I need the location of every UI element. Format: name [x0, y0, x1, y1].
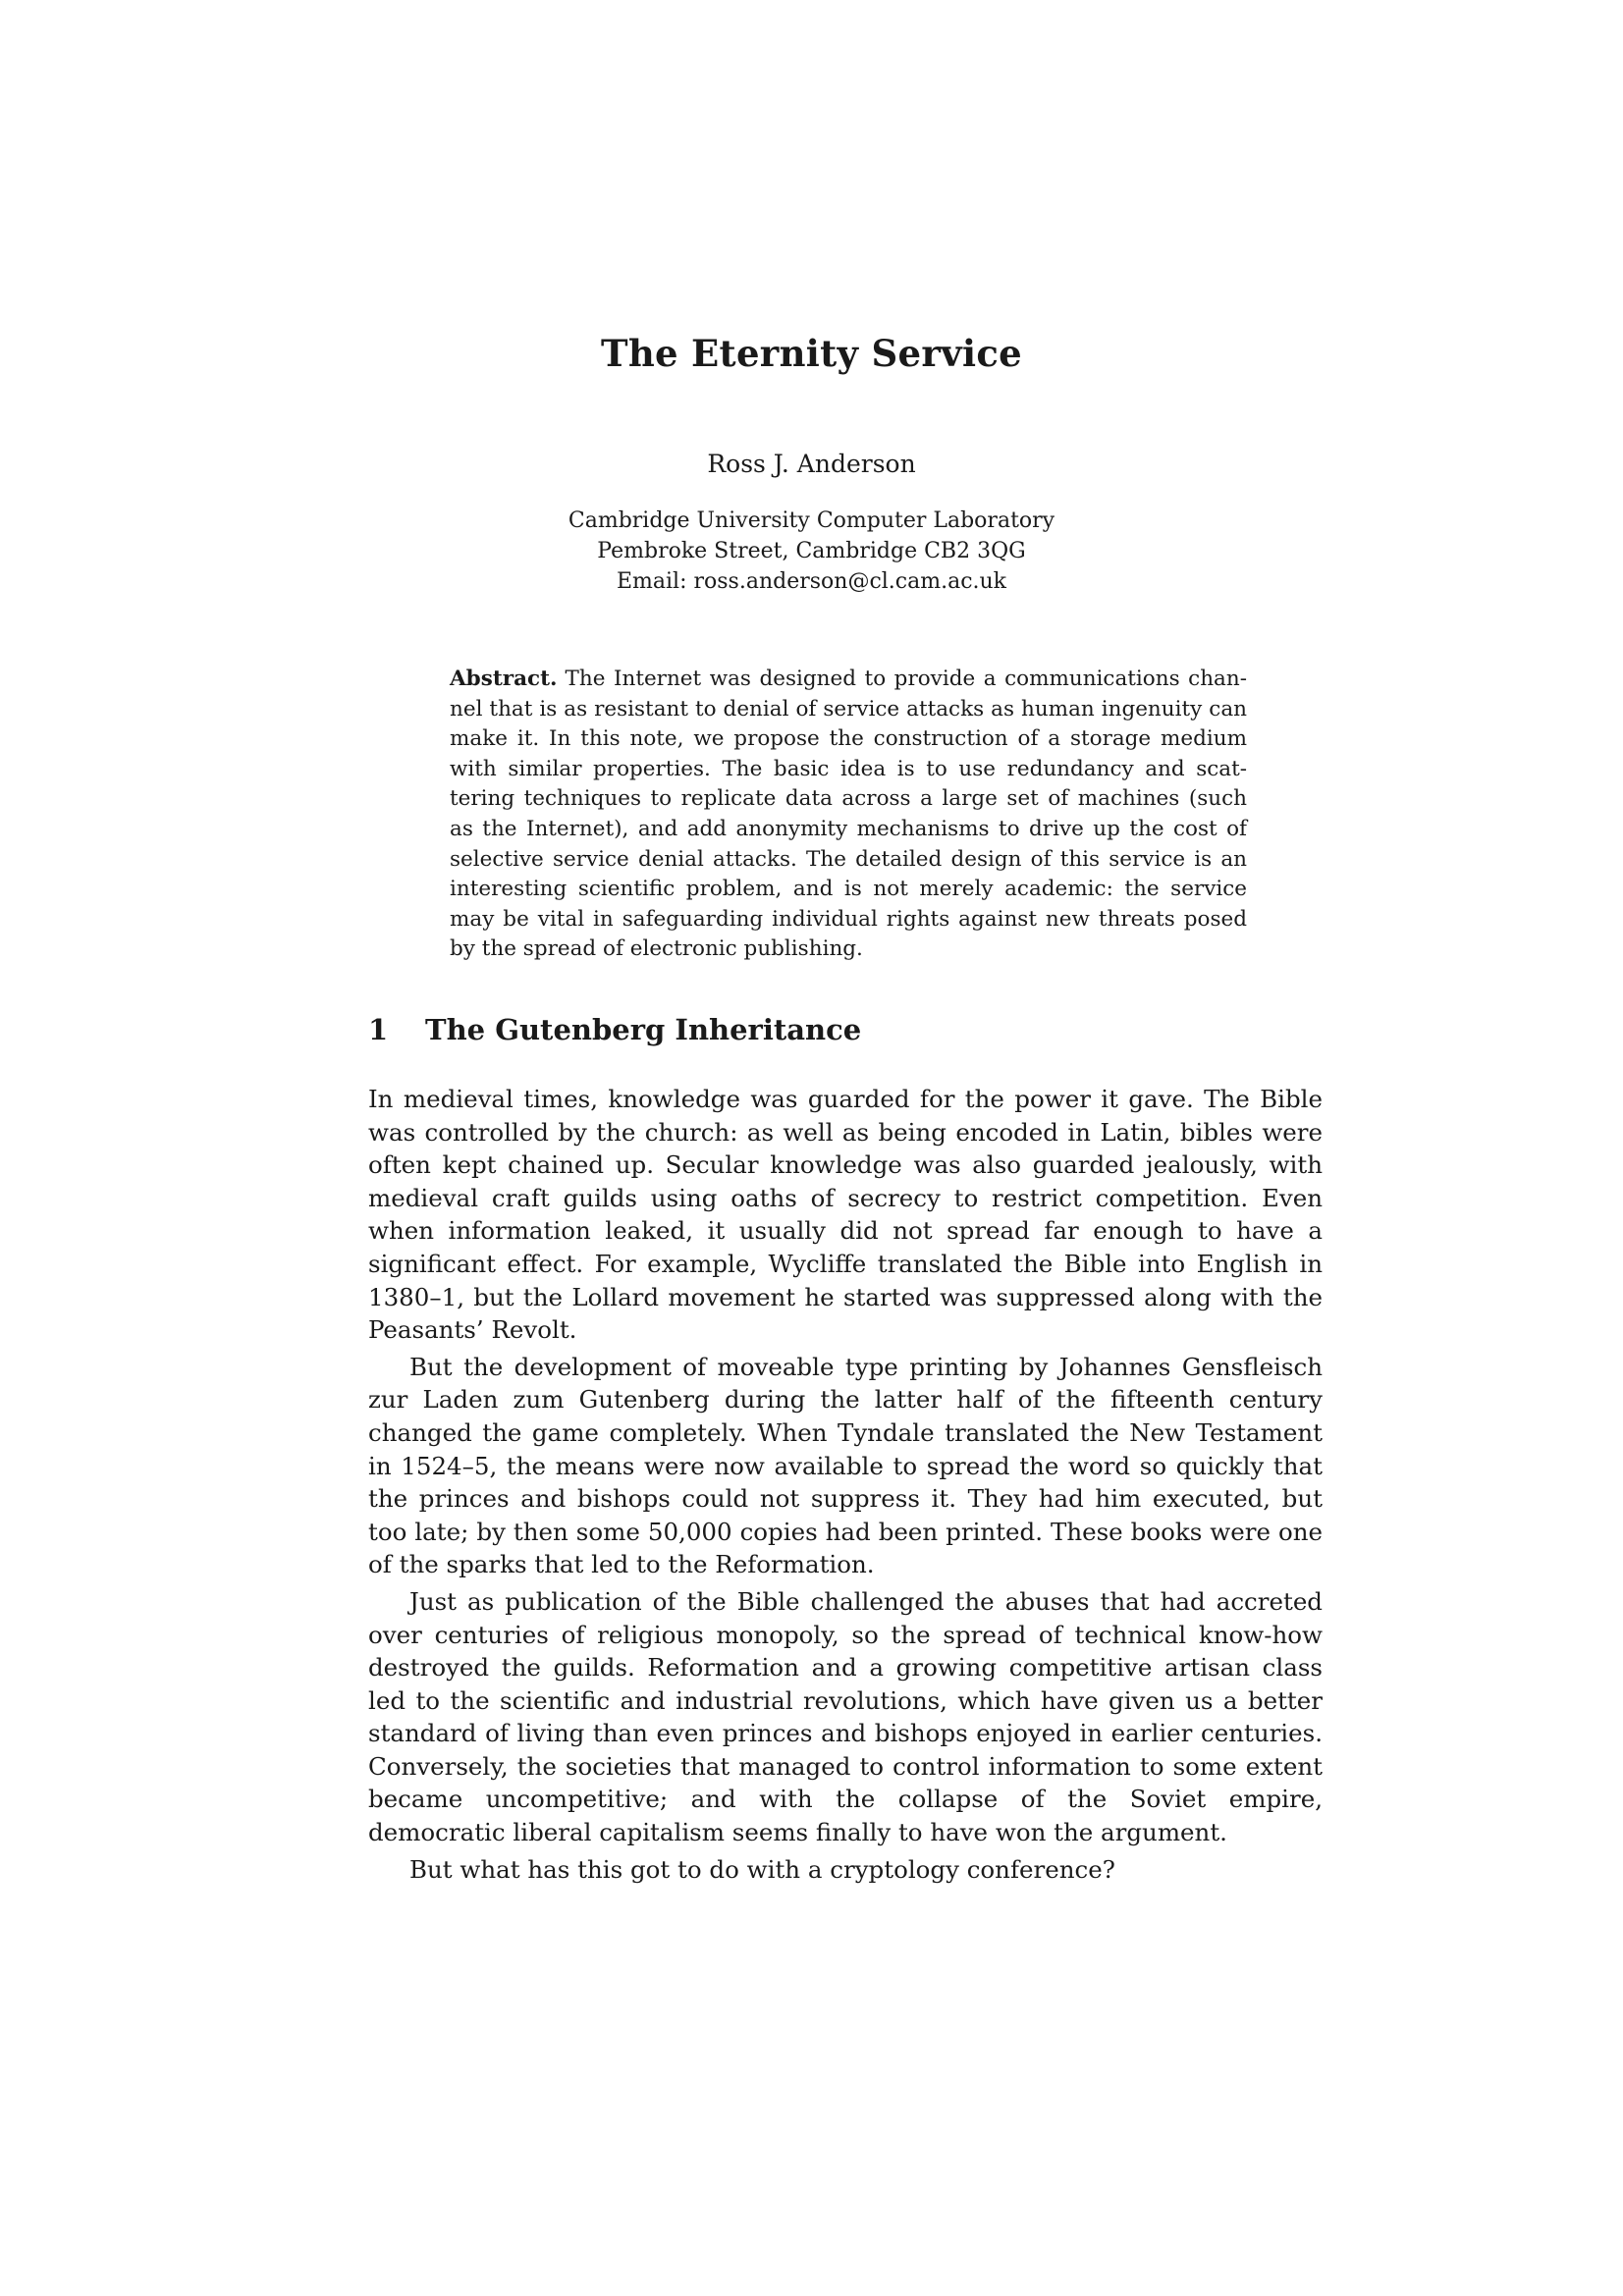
abstract [450, 665, 1247, 965]
abstract-label: Abstract. [450, 667, 558, 691]
section-title: The Gutenberg Inheritance [425, 1013, 862, 1046]
affiliation-line: Cambridge University Computer Laboratory [568, 508, 1055, 533]
section-body [368, 1083, 1323, 1890]
section-number: 1 [368, 1013, 389, 1046]
affiliation-line: Pembroke Street, Cambridge CB2 3QG [597, 539, 1026, 563]
body-paragraph: In medieval times, knowledge was guarded for the power it gave. The Bible was controlled by the church: as well as being encoded in Latin, bibles were often kept chained up. Secular knowledge was also guarded jealously, with medieval craft guilds using oaths of secrecy to restrict competition. Even when information leaked, it usually did not spread far enough to have a significant effect. For example, Wycliffe translated the Bible into English in 1380–1, but the Lollard movement he started was suppressed along with the Peasants’ Revolt. [368, 1085, 1323, 1345]
abstract-text: The Internet was designed to provide a communications channel that is as resistant to denial of service attacks as human ingenuity can make it. In this note, we propose the construction of a storage medium with similar properties. The basic idea is to use redundancy and scattering techniques to replicate data across a large set of machines (such as the Internet), and add anonymity mechanisms to drive up the cost of selective service denial attacks. The detailed design of this service is an interesting scientific problem, and is not merely academic: the service may be vital in safeguarding individual rights against new threats posed by the spread of electronic publishing. [450, 667, 1247, 962]
paper-title: The Eternity Service [601, 332, 1022, 375]
section-heading [368, 1013, 861, 1046]
body-paragraph: Just as publication of the Bible challenged the abuses that had accreted over centuries of religious monopoly, so the spread of technical know-how destroyed the guilds. Reformation and a growing competitive artisan class led to the scientific and industrial revolutions, which have given us a better standard of living than even princes and bishops enjoyed in earlier centuries. Conversely, the societies that managed to control information to some extent became uncompetitive; and with the collapse of the Soviet empire, democratic liberal capitalism seems finally to have won the argument. [368, 1586, 1323, 1847]
author-name: Ross J. Anderson [707, 450, 916, 478]
affiliation-email: Email: ross.anderson@cl.cam.ac.uk [616, 569, 1007, 594]
affiliation-block [0, 506, 1623, 597]
body-paragraph: But what has this got to do with a cryptology conference? [409, 1854, 1115, 1884]
body-paragraph: But the development of moveable type printing by Johannes Gensfleisch zur Laden zum Gutenberg during the latter half of the fifteenth century changed the game completely. When Tyndale translated the New Testament in 1524–5, the means were now available to spread the word so quickly that the princes and bishops could not suppress it. They had him executed, but too late; by then some 50,000 copies had been printed. These books were one of the sparks that led to the Reformation. [368, 1352, 1323, 1579]
